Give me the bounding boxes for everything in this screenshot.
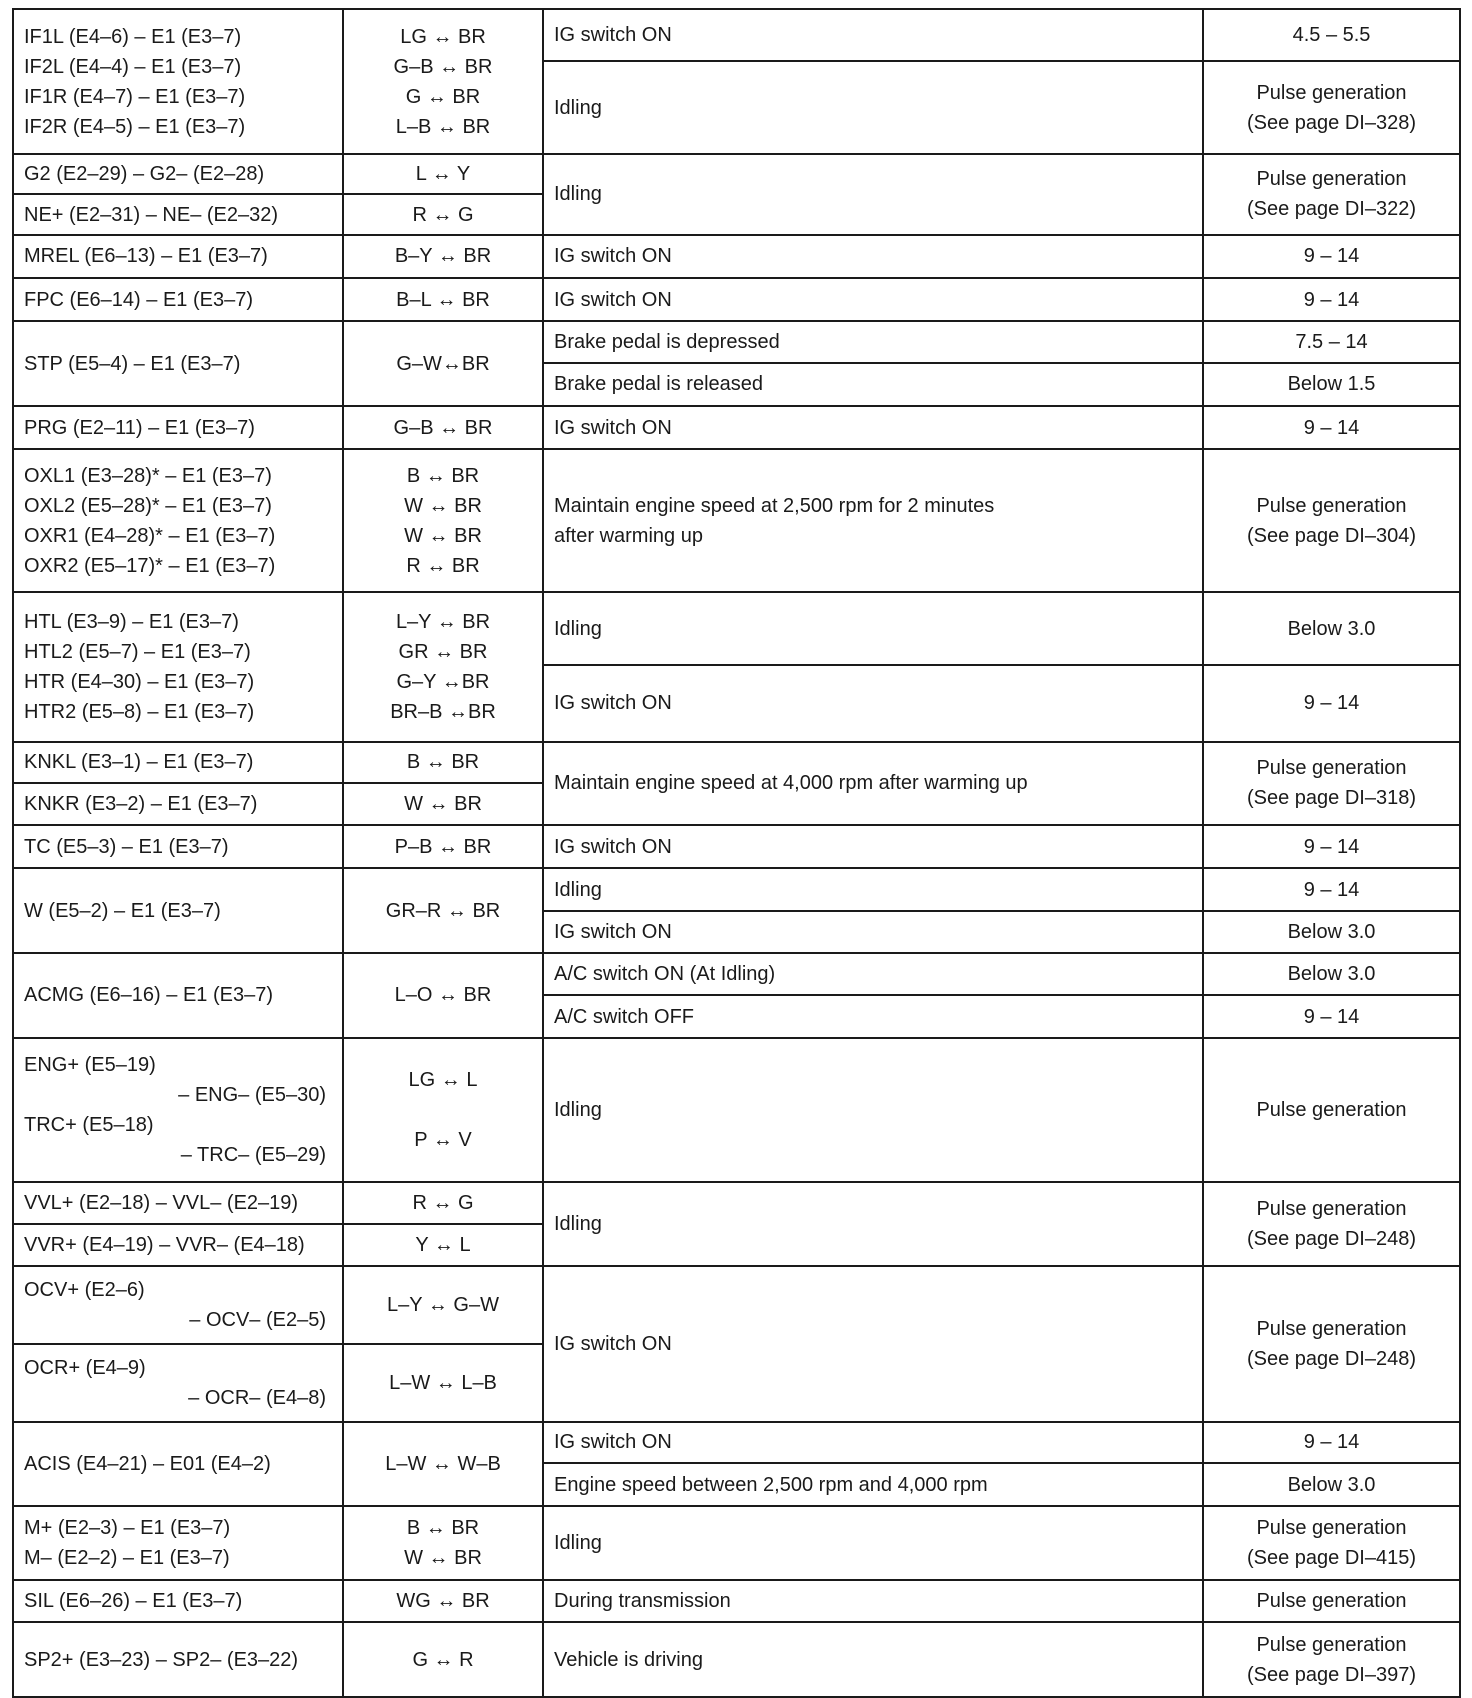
- specified-value-cell: Pulse generation: [1203, 1038, 1460, 1182]
- wiring-color-cell: L–Y ↔ BR GR ↔ BR G–Y ↔BR BR–B ↔BR: [343, 592, 543, 741]
- terminal-cell: ACIS (E4–21) – E01 (E4–2): [13, 1422, 343, 1507]
- specified-value-cell: 9 – 14: [1203, 1422, 1460, 1463]
- terminal-cell: PRG (E2–11) – E1 (E3–7): [13, 406, 343, 449]
- terminal-cell: FPC (E6–14) – E1 (E3–7): [13, 278, 343, 321]
- terminal-line: OCR+ (E4–9): [24, 1356, 146, 1379]
- wiring-color-cell: B–L ↔ BR: [343, 278, 543, 321]
- table-row: [13, 1182, 1460, 1224]
- wiring-color-cell: B ↔ BR W ↔ BR W ↔ BR R ↔ BR: [343, 449, 543, 592]
- condition-cell: Idling: [543, 1182, 1203, 1267]
- condition-cell: IG switch ON: [543, 406, 1203, 449]
- specified-value-cell: 9 – 14: [1203, 406, 1460, 449]
- wiring-color-cell: P–B ↔ BR: [343, 825, 543, 868]
- terminal-cell: MREL (E6–13) – E1 (E3–7): [13, 235, 343, 278]
- specified-value-cell: Pulse generation: [1203, 1580, 1460, 1622]
- wiring-color-cell: B ↔ BR: [343, 742, 543, 783]
- condition-cell: Brake pedal is released: [543, 363, 1203, 406]
- terminal-cell: M+ (E2–3) – E1 (E3–7) M– (E2–2) – E1 (E3–7): [13, 1506, 343, 1580]
- terminal-cell: [13, 1344, 343, 1422]
- table-row: [13, 1580, 1460, 1622]
- table-row: [13, 406, 1460, 449]
- terminal-cell: IF1L (E4–6) – E1 (E3–7) IF2L (E4–4) – E1 (E3–7) IF1R (E4–7) – E1 (E3–7) IF2R (E4–5) – E1 (E3–7): [13, 9, 343, 154]
- condition-cell: IG switch ON: [543, 1266, 1203, 1421]
- specified-value-cell: Pulse generation (See page DI–304): [1203, 449, 1460, 592]
- table-row: [13, 9, 1460, 61]
- specified-value-cell: Pulse generation (See page DI–328): [1203, 61, 1460, 154]
- specified-value-cell: 9 – 14: [1203, 868, 1460, 910]
- terminal-cell: HTL (E3–9) – E1 (E3–7) HTL2 (E5–7) – E1 (E3–7) HTR (E4–30) – E1 (E3–7) HTR2 (E5–8) – E1 (E3–7): [13, 592, 343, 741]
- specified-value-cell: Below 1.5: [1203, 363, 1460, 406]
- terminal-line: OCV+ (E2–6): [24, 1279, 145, 1302]
- terminal-cell: VVR+ (E4–19) – VVR– (E4–18): [13, 1224, 343, 1266]
- table-body: [13, 9, 1460, 1697]
- terminal-cell: W (E5–2) – E1 (E3–7): [13, 868, 343, 953]
- table-row: [13, 742, 1460, 783]
- condition-cell: IG switch ON: [543, 235, 1203, 278]
- wiring-color-cell: L–O ↔ BR: [343, 953, 543, 1038]
- table-row: [13, 1506, 1460, 1580]
- terminal-cell: [13, 1266, 343, 1344]
- table-row: [13, 1266, 1460, 1344]
- wiring-color-cell: R ↔ G: [343, 1182, 543, 1224]
- condition-cell: IG switch ON: [543, 825, 1203, 868]
- condition-cell: During transmission: [543, 1580, 1203, 1622]
- specified-value-cell: Below 3.0: [1203, 592, 1460, 665]
- terminal-voltage-table: [12, 8, 1461, 1698]
- condition-cell: IG switch ON: [543, 911, 1203, 953]
- wiring-color-cell: B ↔ BR W ↔ BR: [343, 1506, 543, 1580]
- wiring-color-cell: L–W ↔ L–B: [343, 1344, 543, 1422]
- terminal-line: ENG+ (E5–19): [24, 1053, 156, 1076]
- condition-cell: Idling: [543, 592, 1203, 665]
- wiring-color-cell: L ↔ Y: [343, 154, 543, 194]
- specified-value-cell: Pulse generation (See page DI–415): [1203, 1506, 1460, 1580]
- table-row: [13, 235, 1460, 278]
- specified-value-cell: 7.5 – 14: [1203, 321, 1460, 362]
- terminal-cell: KNKL (E3–1) – E1 (E3–7): [13, 742, 343, 783]
- wiring-color-cell: L–Y ↔ G–W: [343, 1266, 543, 1344]
- terminal-line: TRC+ (E5–18): [24, 1113, 154, 1136]
- condition-cell: IG switch ON: [543, 1422, 1203, 1463]
- specified-value-cell: Pulse generation (See page DI–248): [1203, 1266, 1460, 1421]
- condition-cell: IG switch ON: [543, 278, 1203, 321]
- condition-cell: IG switch ON: [543, 9, 1203, 61]
- terminal-cell: VVL+ (E2–18) – VVL– (E2–19): [13, 1182, 343, 1224]
- wiring-color-cell: Y ↔ L: [343, 1224, 543, 1266]
- table-row: [13, 868, 1460, 910]
- terminal-cell: NE+ (E2–31) – NE– (E2–32): [13, 194, 343, 234]
- specified-value-cell: Pulse generation (See page DI–322): [1203, 154, 1460, 235]
- terminal-cell: TC (E5–3) – E1 (E3–7): [13, 825, 343, 868]
- specified-value-cell: Pulse generation (See page DI–397): [1203, 1622, 1460, 1697]
- wiring-color-cell: WG ↔ BR: [343, 1580, 543, 1622]
- specified-value-cell: 9 – 14: [1203, 278, 1460, 321]
- terminal-cell: SP2+ (E3–23) – SP2– (E3–22): [13, 1622, 343, 1697]
- terminal-line: – OCR– (E4–8): [188, 1386, 326, 1409]
- condition-cell: Idling: [543, 1038, 1203, 1182]
- table-row: [13, 449, 1460, 592]
- condition-cell: Engine speed between 2,500 rpm and 4,000 rpm: [543, 1463, 1203, 1506]
- wiring-color-cell: L–W ↔ W–B: [343, 1422, 543, 1507]
- condition-cell: Maintain engine speed at 2,500 rpm for 2 minutes after warming up: [543, 449, 1203, 592]
- terminal-cell: OXL1 (E3–28)* – E1 (E3–7) OXL2 (E5–28)* – E1 (E3–7) OXR1 (E4–28)* – E1 (E3–7) OXR2 (E5–17)* – E1 (E3–7): [13, 449, 343, 592]
- table-row: [13, 953, 1460, 995]
- wiring-color-cell: G–B ↔ BR: [343, 406, 543, 449]
- specified-value-cell: Below 3.0: [1203, 953, 1460, 995]
- table-row: [13, 321, 1460, 362]
- table-row: [13, 154, 1460, 194]
- specified-value-cell: 9 – 14: [1203, 995, 1460, 1037]
- terminal-cell: [13, 1038, 343, 1182]
- table-row: [13, 278, 1460, 321]
- terminal-cell: STP (E5–4) – E1 (E3–7): [13, 321, 343, 406]
- condition-cell: Brake pedal is depressed: [543, 321, 1203, 362]
- condition-cell: Idling: [543, 1506, 1203, 1580]
- wiring-color-cell: B–Y ↔ BR: [343, 235, 543, 278]
- terminal-cell: SIL (E6–26) – E1 (E3–7): [13, 1580, 343, 1622]
- wiring-color-cell: G ↔ R: [343, 1622, 543, 1697]
- terminal-cell: G2 (E2–29) – G2– (E2–28): [13, 154, 343, 194]
- condition-cell: IG switch ON: [543, 665, 1203, 742]
- condition-cell: Idling: [543, 868, 1203, 910]
- terminal-line: – TRC– (E5–29): [180, 1143, 326, 1166]
- terminal-line: – OCV– (E2–5): [189, 1309, 326, 1332]
- table-row: [13, 1038, 1460, 1182]
- condition-cell: Vehicle is driving: [543, 1622, 1203, 1697]
- wiring-color-cell: LG ↔ BR G–B ↔ BR G ↔ BR L–B ↔ BR: [343, 9, 543, 154]
- table-row: [13, 825, 1460, 868]
- condition-cell: Idling: [543, 154, 1203, 235]
- wiring-color-cell: G–W↔BR: [343, 321, 543, 406]
- table-row: [13, 1422, 1460, 1463]
- condition-cell: A/C switch OFF: [543, 995, 1203, 1037]
- specified-value-cell: 9 – 14: [1203, 665, 1460, 742]
- table-row: [13, 1622, 1460, 1697]
- wiring-color-cell: LG ↔ L P ↔ V: [343, 1038, 543, 1182]
- specified-value-cell: Pulse generation (See page DI–248): [1203, 1182, 1460, 1267]
- specified-value-cell: Below 3.0: [1203, 1463, 1460, 1506]
- wiring-color-cell: W ↔ BR: [343, 783, 543, 825]
- wiring-color-cell: R ↔ G: [343, 194, 543, 234]
- terminal-line: – ENG– (E5–30): [178, 1083, 326, 1106]
- terminal-cell: ACMG (E6–16) – E1 (E3–7): [13, 953, 343, 1038]
- wiring-color-cell: GR–R ↔ BR: [343, 868, 543, 953]
- specified-value-cell: Below 3.0: [1203, 911, 1460, 953]
- specified-value-cell: Pulse generation (See page DI–318): [1203, 742, 1460, 826]
- table-row: [13, 592, 1460, 665]
- condition-cell: Idling: [543, 61, 1203, 154]
- condition-cell: A/C switch ON (At Idling): [543, 953, 1203, 995]
- specified-value-cell: 9 – 14: [1203, 825, 1460, 868]
- specified-value-cell: 9 – 14: [1203, 235, 1460, 278]
- terminal-cell: KNKR (E3–2) – E1 (E3–7): [13, 783, 343, 825]
- specified-value-cell: 4.5 – 5.5: [1203, 9, 1460, 61]
- condition-cell: Maintain engine speed at 4,000 rpm after warming up: [543, 742, 1203, 826]
